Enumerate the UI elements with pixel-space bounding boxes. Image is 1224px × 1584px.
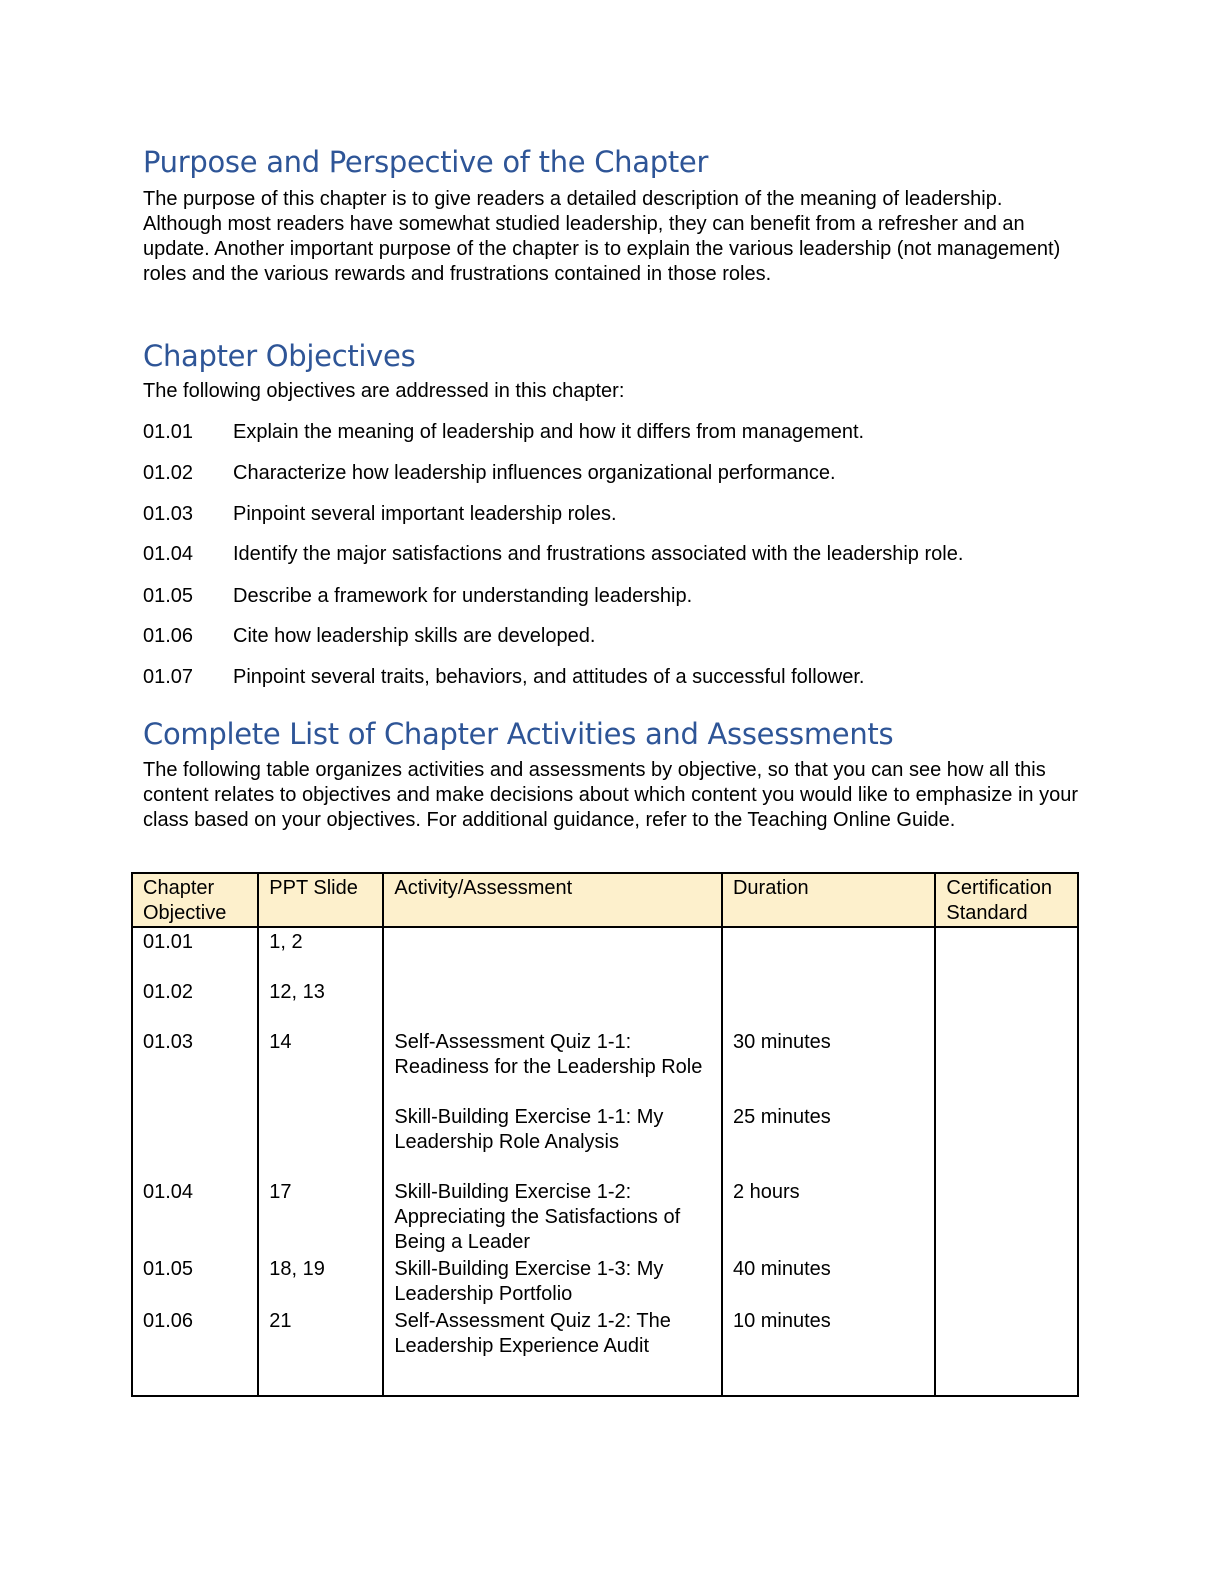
purpose-paragraph: The purpose of this chapter is to give readers a detailed description of the meaning of leadership. Although most readers have somewhat studied leadership, they can benefit from a refresher and an update. Another important purpose of the chapter is to explain the various leadership (not management) roles and the various rewards and frustrations contained in those roles. bbox=[143, 188, 1061, 285]
objective-text: Pinpoint several important leadership roles. bbox=[233, 503, 617, 525]
table-row bbox=[132, 1307, 1078, 1396]
table-row bbox=[132, 978, 1078, 1028]
cell-slide: 21 bbox=[258, 1307, 383, 1396]
cell-slide: 1, 2 bbox=[258, 927, 383, 978]
cell-activity: Self-Assessment Quiz 1-2: The Leadership Experience Audit bbox=[383, 1307, 722, 1396]
cell-activity bbox=[383, 978, 722, 1028]
objective-item bbox=[143, 502, 617, 527]
cell-slide: 18, 19 bbox=[258, 1255, 383, 1307]
cell-slide: 12, 13 bbox=[258, 978, 383, 1028]
cell-standard bbox=[935, 927, 1078, 978]
header-activity-assessment: Activity/Assessment bbox=[383, 873, 722, 927]
cell-objective: 01.03 bbox=[132, 1028, 258, 1178]
duration-item: 30 minutes bbox=[732, 1031, 831, 1053]
header-certification-standard: Certification Standard bbox=[935, 873, 1078, 927]
cell-objective: 01.01 bbox=[132, 927, 258, 978]
table-header-row bbox=[132, 873, 1078, 927]
table-row bbox=[132, 1028, 1078, 1178]
cell-standard bbox=[935, 978, 1078, 1028]
cell-objective: 01.06 bbox=[132, 1307, 258, 1396]
objective-number: 01.04 bbox=[143, 543, 194, 565]
activities-paragraph: The following table organizes activities and assessments by objective, so that you can see how all this content relates to objectives and make decisions about which content you would like to emphasize in your class based on your objectives. For additional guidance, refer to the Teaching Online Guide. bbox=[143, 759, 1078, 831]
objective-text: Explain the meaning of leadership and how it differs from management. bbox=[233, 421, 865, 443]
objective-item bbox=[143, 584, 692, 609]
cell-duration: 2 hours bbox=[722, 1178, 935, 1255]
objective-item bbox=[143, 420, 864, 445]
objective-text: Cite how leadership skills are developed. bbox=[233, 625, 596, 647]
cell-objective: 01.02 bbox=[132, 978, 258, 1028]
objective-number: 01.07 bbox=[143, 666, 194, 688]
cell-slide: 14 bbox=[258, 1028, 383, 1178]
cell-objective: 01.04 bbox=[132, 1178, 258, 1255]
objective-text: Pinpoint several traits, behaviors, and attitudes of a successful follower. bbox=[233, 666, 865, 688]
cell-duration: 40 minutes bbox=[722, 1255, 935, 1307]
objective-number: 01.02 bbox=[143, 462, 194, 484]
objective-item bbox=[143, 624, 595, 649]
cell-activity bbox=[383, 927, 722, 978]
table-row bbox=[132, 927, 1078, 978]
header-duration: Duration bbox=[722, 873, 935, 927]
objectives-heading: Chapter Objectives bbox=[143, 339, 416, 373]
cell-slide: 17 bbox=[258, 1178, 383, 1255]
purpose-heading: Purpose and Perspective of the Chapter bbox=[143, 145, 709, 179]
objective-item bbox=[143, 542, 963, 567]
objective-number: 01.03 bbox=[143, 503, 194, 525]
cell-activity: Skill-Building Exercise 1-2: Appreciating the Satisfactions of Being a Leader bbox=[383, 1178, 722, 1255]
cell-standard bbox=[935, 1307, 1078, 1396]
objective-text: Identify the major satisfactions and frustrations associated with the leadership role. bbox=[233, 543, 964, 565]
activity-item: Self-Assessment Quiz 1-1: Readiness for the Leadership Role bbox=[394, 1031, 703, 1078]
objective-item bbox=[143, 461, 836, 486]
cell-standard bbox=[935, 1178, 1078, 1255]
cell-duration bbox=[722, 1028, 935, 1178]
cell-objective: 01.05 bbox=[132, 1255, 258, 1307]
cell-duration: 10 minutes bbox=[722, 1307, 935, 1396]
objective-number: 01.01 bbox=[143, 421, 194, 443]
table-row bbox=[132, 1178, 1078, 1255]
header-chapter-objective: Chapter Objective bbox=[132, 873, 258, 927]
activities-table bbox=[131, 872, 1079, 1397]
objectives-intro: The following objectives are addressed in this chapter: bbox=[143, 380, 625, 402]
cell-standard bbox=[935, 1255, 1078, 1307]
cell-activity bbox=[383, 1028, 722, 1178]
cell-activity: Skill-Building Exercise 1-3: My Leadership Portfolio bbox=[383, 1255, 722, 1307]
cell-standard bbox=[935, 1028, 1078, 1178]
objective-number: 01.06 bbox=[143, 625, 194, 647]
objective-item bbox=[143, 665, 864, 690]
cell-duration bbox=[722, 927, 935, 978]
activities-heading: Complete List of Chapter Activities and Assessments bbox=[143, 717, 894, 751]
table-row bbox=[132, 1255, 1078, 1307]
objective-number: 01.05 bbox=[143, 585, 194, 607]
duration-item: 25 minutes bbox=[732, 1106, 831, 1128]
header-ppt-slide: PPT Slide bbox=[258, 873, 383, 927]
objective-text: Describe a framework for understanding leadership. bbox=[233, 585, 693, 607]
activity-item: Skill-Building Exercise 1-1: My Leadership Role Analysis bbox=[394, 1106, 664, 1153]
cell-duration bbox=[722, 978, 935, 1028]
objective-text: Characterize how leadership influences organizational performance. bbox=[233, 462, 836, 484]
